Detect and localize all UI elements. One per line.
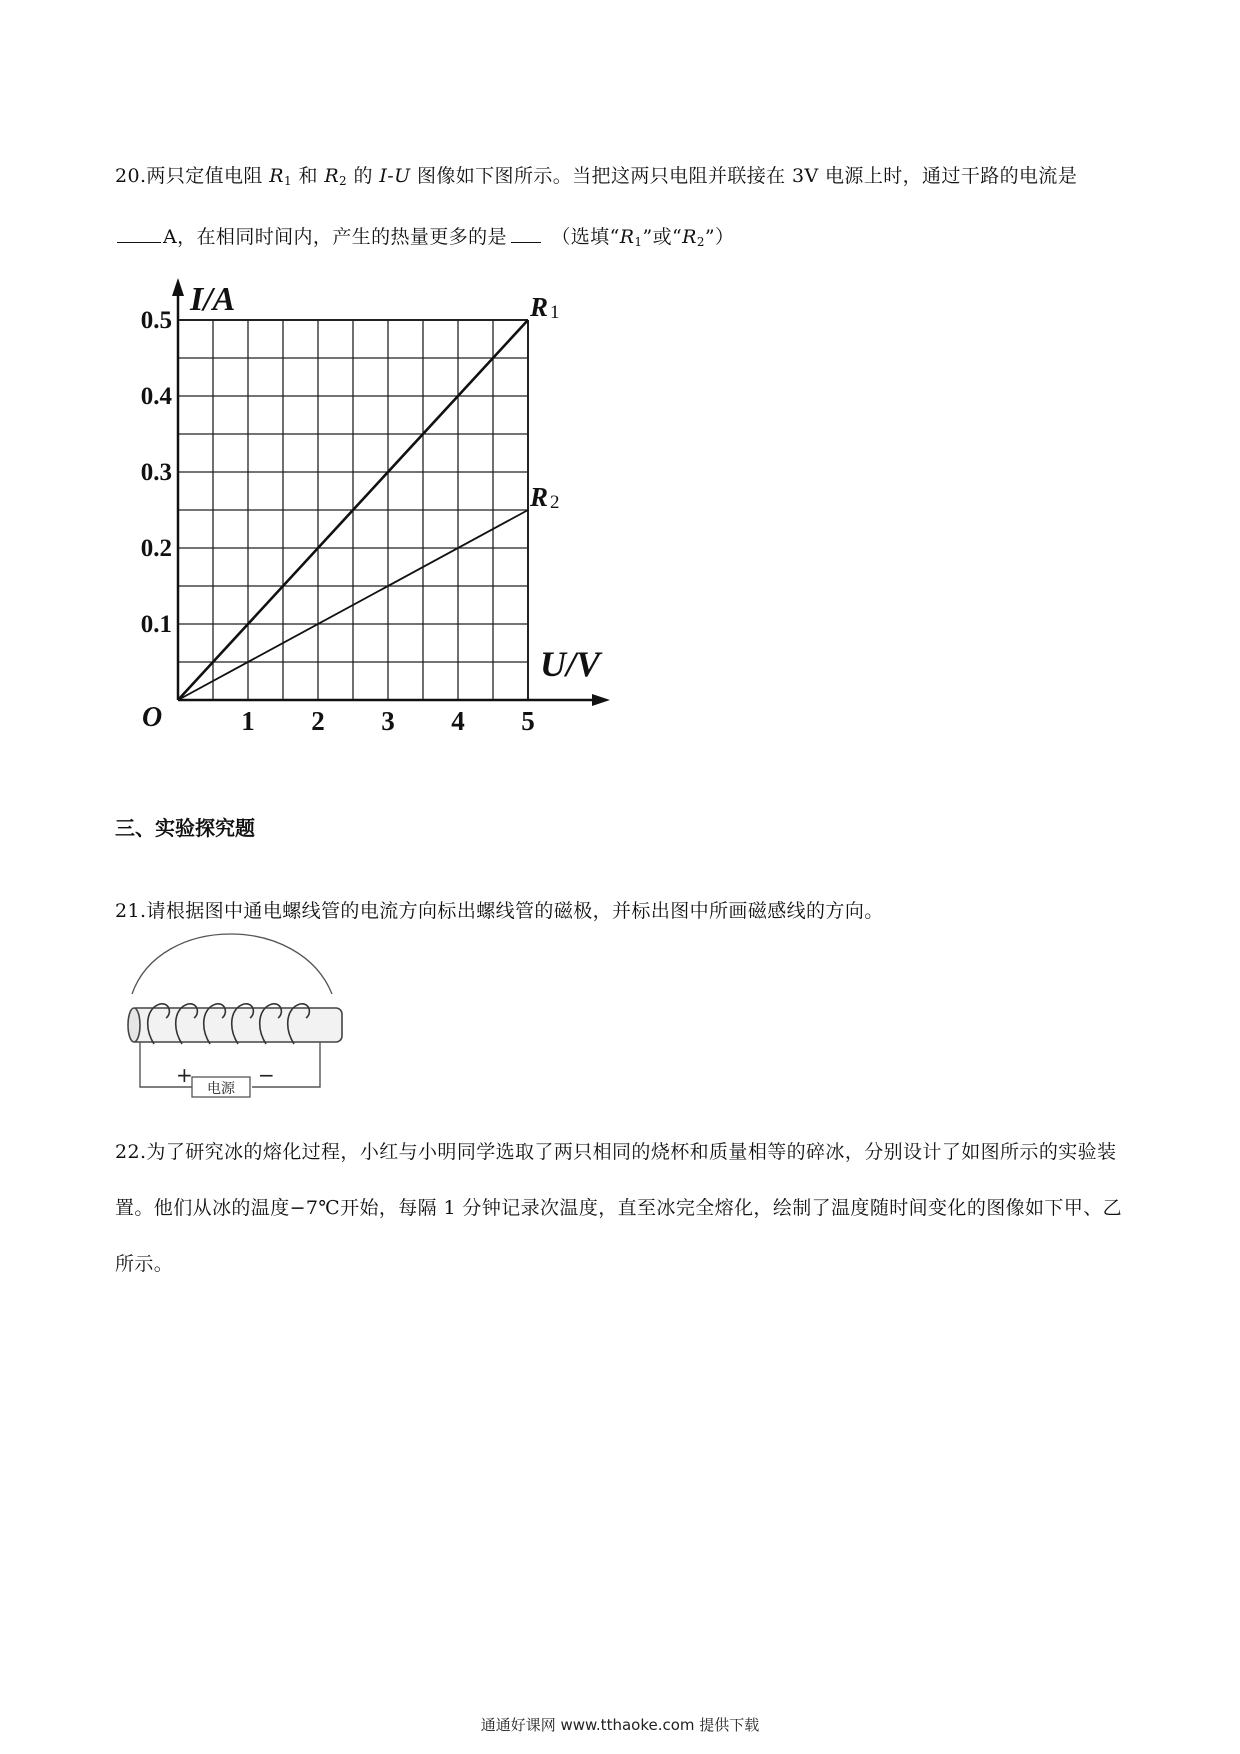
iu-graph [128, 270, 648, 740]
x-axis-label: U/V [540, 644, 601, 684]
x-tick-label: 1 [241, 706, 255, 736]
series-label-r1: R [530, 292, 549, 322]
question-text: ”或“ [642, 226, 683, 248]
power-source-label: 电源 [207, 1081, 235, 1097]
r2-symbol: R [324, 165, 340, 187]
y-tick-label: 0.4 [140, 383, 172, 410]
r1-subscript: 1 [283, 174, 293, 188]
solenoid-end [128, 1008, 140, 1042]
x-tick-label: 4 [451, 706, 465, 736]
x-tick-label: 2 [311, 706, 325, 736]
answer-blank-current[interactable] [117, 222, 161, 243]
r1-symbol: R [269, 165, 284, 187]
y-tick-label: 0.2 [140, 535, 172, 562]
series-label-subscript: 2 [550, 492, 560, 513]
question-text: 图像如下图所示。当把这两只电阻并联接在 3V 电源上时，通过干路的电流是 [410, 165, 1078, 187]
positive-terminal: + [176, 1063, 193, 1087]
option-r1-subscript: 1 [634, 235, 643, 249]
question-text: 和 [292, 165, 325, 187]
series-label-r2: R [530, 482, 549, 512]
x-tick-label: 3 [381, 706, 395, 736]
y-tick-label: 0.3 [140, 459, 172, 486]
graph-tick-labels [141, 307, 535, 736]
y-tick-label: 0.1 [140, 611, 172, 638]
solenoid-core [130, 1008, 342, 1042]
question-22: 22.为了研究冰的熔化过程，小红与小明同学选取了两只相同的烧杯和质量相等的碎冰，分别设计了如图所示的实验装置。他们从冰的温度−7℃开始，每隔 1 分钟记录次温度，直至冰完全熔化，绘制了温度随时间变化的图像如下甲、乙所示。 [115, 1141, 1123, 1275]
answer-blank-resistor[interactable] [511, 222, 541, 243]
question-20 [115, 148, 1125, 270]
origin-label: O [142, 702, 163, 733]
section-heading: 三、实验探究题 [115, 816, 255, 840]
iu-symbol: I-U [379, 165, 411, 187]
negative-terminal: − [258, 1063, 275, 1087]
y-axis-label: I/A [190, 281, 236, 318]
magnetic-field-line [132, 934, 332, 994]
y-axis-arrow [172, 278, 184, 296]
question-text: （选填“ [544, 226, 620, 248]
r2-subscript: 2 [339, 174, 348, 188]
x-tick-label: 5 [521, 706, 535, 736]
option-r2-symbol: R [682, 226, 697, 248]
option-r1-symbol: R [619, 226, 635, 248]
option-r2-subscript: 2 [696, 235, 705, 249]
y-tick-label: 0.5 [140, 307, 172, 334]
question-text: A，在相同时间内，产生的热量更多的是 [163, 226, 507, 248]
question-number: 20. [115, 165, 147, 187]
graph-series [178, 292, 560, 700]
page-footer: 通通好课网 www.tthaoke.com 提供下载 [480, 1716, 760, 1734]
question-text: 两只定值电阻 [146, 165, 270, 187]
question-21: 21.请根据图中通电螺线管的电流方向标出螺线管的磁极，并标出图中所画磁感线的方向。 [115, 900, 884, 922]
series-label-subscript: 1 [550, 302, 560, 323]
x-axis-arrow [592, 694, 610, 706]
solenoid-diagram [120, 932, 360, 1102]
question-text: ”） [704, 226, 735, 248]
question-text: 的 [347, 165, 380, 187]
